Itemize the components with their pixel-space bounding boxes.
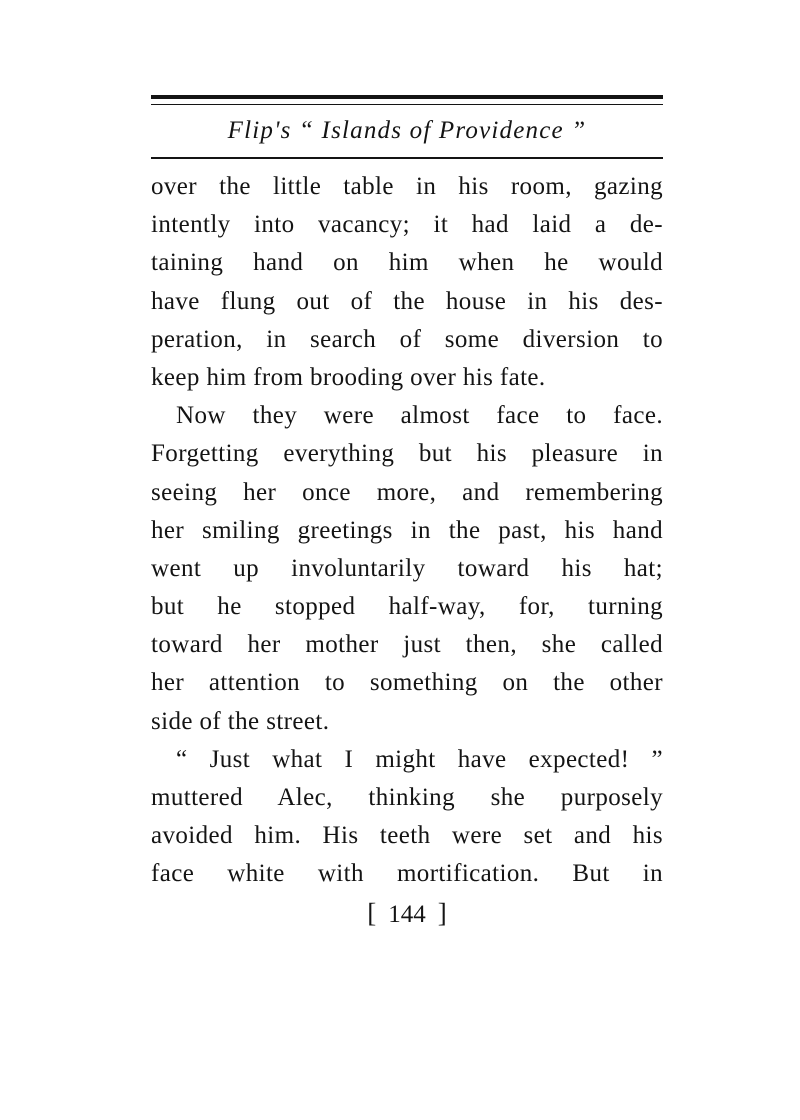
text-line: Forgetting everything but his pleasure in <box>151 440 663 468</box>
text-line: intently into vacancy; it had laid a de- <box>151 211 663 239</box>
text-line: went up involuntarily toward his hat; <box>151 554 663 582</box>
text-line: peration, in search of some diversion to <box>151 325 663 353</box>
text-line: “ Just what I might have expected! ” <box>176 745 663 773</box>
text-line: her attention to something on the other <box>151 669 663 697</box>
text-line: Now they were almost face to face. <box>176 402 663 430</box>
folio-number: 144 <box>388 901 426 928</box>
header-rule-thin <box>151 104 663 105</box>
text-line: toward her mother just then, she called <box>151 631 663 659</box>
text-line: her smiling greetings in the past, his hand <box>151 516 663 544</box>
text-line: side of the street. <box>151 707 330 735</box>
text-line: avoided him. His teeth were set and his <box>151 822 663 850</box>
page-number <box>151 894 663 934</box>
text-line: seeing her once more, and remembering <box>151 478 663 506</box>
text-line: have flung out of the house in his des- <box>151 287 663 315</box>
text-line: keep him from brooding over his fate. <box>151 363 546 391</box>
text-line: muttered Alec, thinking she purposely <box>151 784 663 811</box>
folio-open-bracket: [ <box>367 898 377 928</box>
text-line: but he stopped half-way, for, turning <box>151 593 663 621</box>
book-page <box>151 0 663 1120</box>
running-head-underline <box>151 157 663 159</box>
text-line: taining hand on him when he would <box>151 249 663 277</box>
folio-close-bracket: ] <box>437 898 447 928</box>
running-head: Flip's “ Islands of Providence ” <box>227 117 587 144</box>
text-line: face white with mortification. But in <box>151 860 663 888</box>
header-rule-thick <box>151 95 663 99</box>
text-line: over the little table in his room, gazing <box>151 173 663 200</box>
body-text <box>151 168 663 894</box>
